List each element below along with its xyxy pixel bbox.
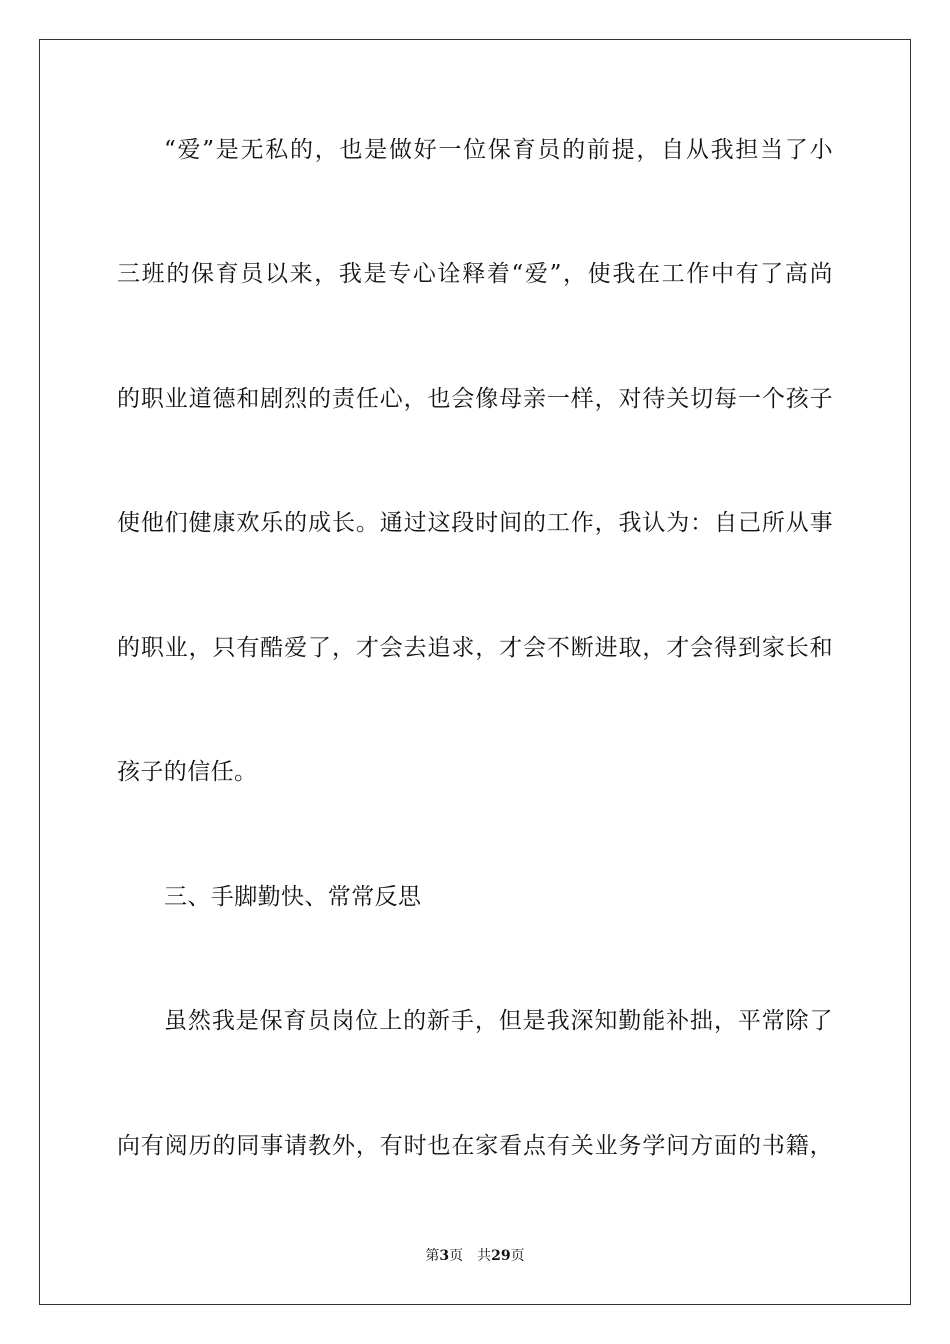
paragraph-line: 的职业道德和剧烈的责任心，也会像母亲一样，对待关切每一个孩子 <box>117 386 833 412</box>
paragraph-line: “爱”是无私的，也是做好一位保育员的前提，自从我担当了小 <box>164 137 833 163</box>
paragraph-line: 虽然我是保育员岗位上的新手，但是我深知勤能补拙，平常除了 <box>164 1008 833 1034</box>
page-number: 3 <box>439 1248 450 1264</box>
total-pages: 29 <box>491 1248 511 1264</box>
page-prefix: 第 <box>425 1248 440 1264</box>
paragraph-line: 使他们健康欢乐的成长。通过这段时间的工作，我认为：自己所从事 <box>117 510 833 536</box>
paragraph-line: 三班的保育员以来，我是专心诠释着“爱”，使我在工作中有了高尚 <box>117 261 833 287</box>
page-suffix: 页 <box>449 1248 464 1264</box>
total-suffix: 页 <box>510 1248 525 1264</box>
total-prefix: 共 <box>477 1248 492 1264</box>
page-footer <box>0 1247 950 1265</box>
paragraph-line: 孩子的信任。 <box>117 759 258 785</box>
page-frame <box>39 39 911 1305</box>
paragraph-line: 向有阅历的同事请教外，有时也在家看点有关业务学问方面的书籍， <box>117 1133 833 1159</box>
section-heading: 三、手脚勤快、常常反思 <box>164 884 422 910</box>
paragraph-line: 的职业，只有酷爱了，才会去追求，才会不断进取，才会得到家长和 <box>117 635 833 661</box>
